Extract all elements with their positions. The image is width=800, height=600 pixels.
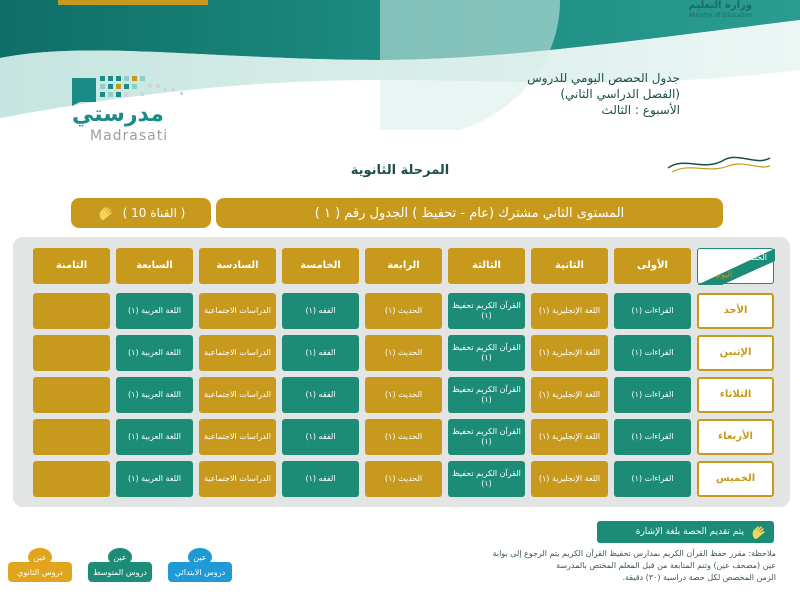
subject-cell: اللغة العربية (١): [116, 419, 193, 455]
note-line-1: ملاحظة: مقرر حفظ القرآن الكريم بمدارس تحفيظ القرآن الكريم يتم الرجوع إلى بوابة: [492, 549, 776, 558]
period-header: الرابعة: [365, 248, 442, 284]
subject-cell: [33, 419, 110, 455]
period-header: الثانية: [531, 248, 608, 284]
sign-note-text: يتم تقديم الحصة بلغة الإشارة: [635, 527, 744, 537]
stage-title: المرحلة الثانوية: [350, 163, 450, 178]
subject-cell: القرآن الكريم تحفيظ (١): [448, 293, 525, 329]
period-header: السادسة: [199, 248, 276, 284]
corner-period-label: الحصة: [745, 253, 767, 262]
subject-cell: الحديث (١): [365, 293, 442, 329]
period-header: الأولى: [614, 248, 691, 284]
subject-cell: الفقه (١): [282, 419, 359, 455]
day-label: الخميس: [697, 461, 774, 497]
subject-cell: [33, 461, 110, 497]
subject-cell: القرآن الكريم تحفيظ (١): [448, 419, 525, 455]
subject-cell: اللغة العربية (١): [116, 377, 193, 413]
subject-cell: القرآن الكريم تحفيظ (١): [448, 461, 525, 497]
note-line-2: عين (مصحف عين) وتتم المتابعة من قبل المعلم المختص بالمدرسة: [556, 561, 776, 570]
ministry-logo: [689, 0, 752, 20]
subject-cell: الفقه (١): [282, 335, 359, 371]
sign-language-icon: [97, 204, 115, 222]
madrasati-logo: [68, 74, 198, 154]
logo-latin: Madrasati: [90, 128, 169, 144]
subject-cell: الحديث (١): [365, 377, 442, 413]
corner-cell: [697, 248, 774, 284]
subject-cell: [33, 293, 110, 329]
subject-cell: الدراسات الاجتماعية: [199, 377, 276, 413]
subject-cell: اللغة الإنجليزية (١): [531, 377, 608, 413]
subject-cell: الدراسات الاجتماعية: [199, 335, 276, 371]
day-label: الإثنين: [697, 335, 774, 371]
subject-cell: اللغة العربية (١): [116, 335, 193, 371]
intermediate-lessons-label: دروس المتوسط: [88, 562, 152, 582]
subject-cell: الفقه (١): [282, 377, 359, 413]
schedule-table: [13, 237, 790, 507]
subject-cell: القراءات (١): [614, 293, 691, 329]
subject-cell: القراءات (١): [614, 461, 691, 497]
day-label: الأربعاء: [697, 419, 774, 455]
period-header: الخامسة: [282, 248, 359, 284]
sign-language-note: [597, 521, 774, 543]
media-department-logo: [664, 150, 774, 176]
level-label: المستوى الثاني مشترك (عام - تحفيظ ) الجدول رقم ( ١ ): [216, 198, 723, 228]
day-label: الثلاثاء: [697, 377, 774, 413]
subject-cell: اللغة العربية (١): [116, 461, 193, 497]
primary-lessons-label: دروس الابتدائي: [168, 562, 232, 582]
subject-cell: اللغة الإنجليزية (١): [531, 293, 608, 329]
subject-cell: الدراسات الاجتماعية: [199, 293, 276, 329]
ministry-arabic: وزارة التعليم: [688, 0, 752, 11]
subject-cell: الحديث (١): [365, 335, 442, 371]
ein-icon: عين: [106, 546, 134, 568]
subject-cell: اللغة الإنجليزية (١): [531, 335, 608, 371]
title-line-1: جدول الحصص اليومي للدروس: [527, 71, 680, 85]
secondary-lessons-label: دروس الثانوي: [8, 562, 72, 582]
period-header: الثامنة: [33, 248, 110, 284]
ministry-english: Ministry of Education: [688, 12, 752, 19]
intermediate-lessons-badge[interactable]: [88, 546, 152, 588]
subject-cell: الفقه (١): [282, 293, 359, 329]
subject-cell: اللغة الإنجليزية (١): [531, 419, 608, 455]
day-label: الأحد: [697, 293, 774, 329]
subject-cell: اللغة الإنجليزية (١): [531, 461, 608, 497]
period-header: السابعة: [116, 248, 193, 284]
subject-cell: القراءات (١): [614, 419, 691, 455]
title-line-2: (الفصل الدراسي الثاني): [560, 87, 680, 101]
sign-language-icon: [750, 523, 768, 541]
notes: [440, 548, 776, 584]
ein-icon: عين: [26, 546, 54, 568]
corner-day-label: اليوم: [716, 270, 733, 279]
logo-arabic: مدرستي: [72, 102, 164, 127]
schedule-title: [480, 70, 680, 118]
ein-icon: عين: [186, 546, 214, 568]
media-logo-art: [664, 150, 774, 176]
subject-cell: القراءات (١): [614, 335, 691, 371]
channel-text: ( القناة 10 ): [122, 206, 186, 220]
subject-cell: الدراسات الاجتماعية: [199, 419, 276, 455]
subject-cell: القراءات (١): [614, 377, 691, 413]
subject-cell: [33, 377, 110, 413]
subject-cell: اللغة العربية (١): [116, 293, 193, 329]
channel-label: [71, 198, 211, 228]
subject-cell: الفقه (١): [282, 461, 359, 497]
secondary-lessons-badge[interactable]: [8, 546, 72, 588]
subject-cell: القرآن الكريم تحفيظ (١): [448, 335, 525, 371]
title-line-3: الأسبوع : الثالث: [601, 103, 680, 117]
subject-cell: الحديث (١): [365, 461, 442, 497]
period-header: الثالثة: [448, 248, 525, 284]
note-line-3: الزمن المخصص لكل حصة دراسية (٣٠) دقيقة.: [622, 573, 776, 582]
subject-cell: الحديث (١): [365, 419, 442, 455]
primary-lessons-badge[interactable]: [168, 546, 232, 588]
subject-cell: القرآن الكريم تحفيظ (١): [448, 377, 525, 413]
subject-cell: [33, 335, 110, 371]
subject-cell: الدراسات الاجتماعية: [199, 461, 276, 497]
